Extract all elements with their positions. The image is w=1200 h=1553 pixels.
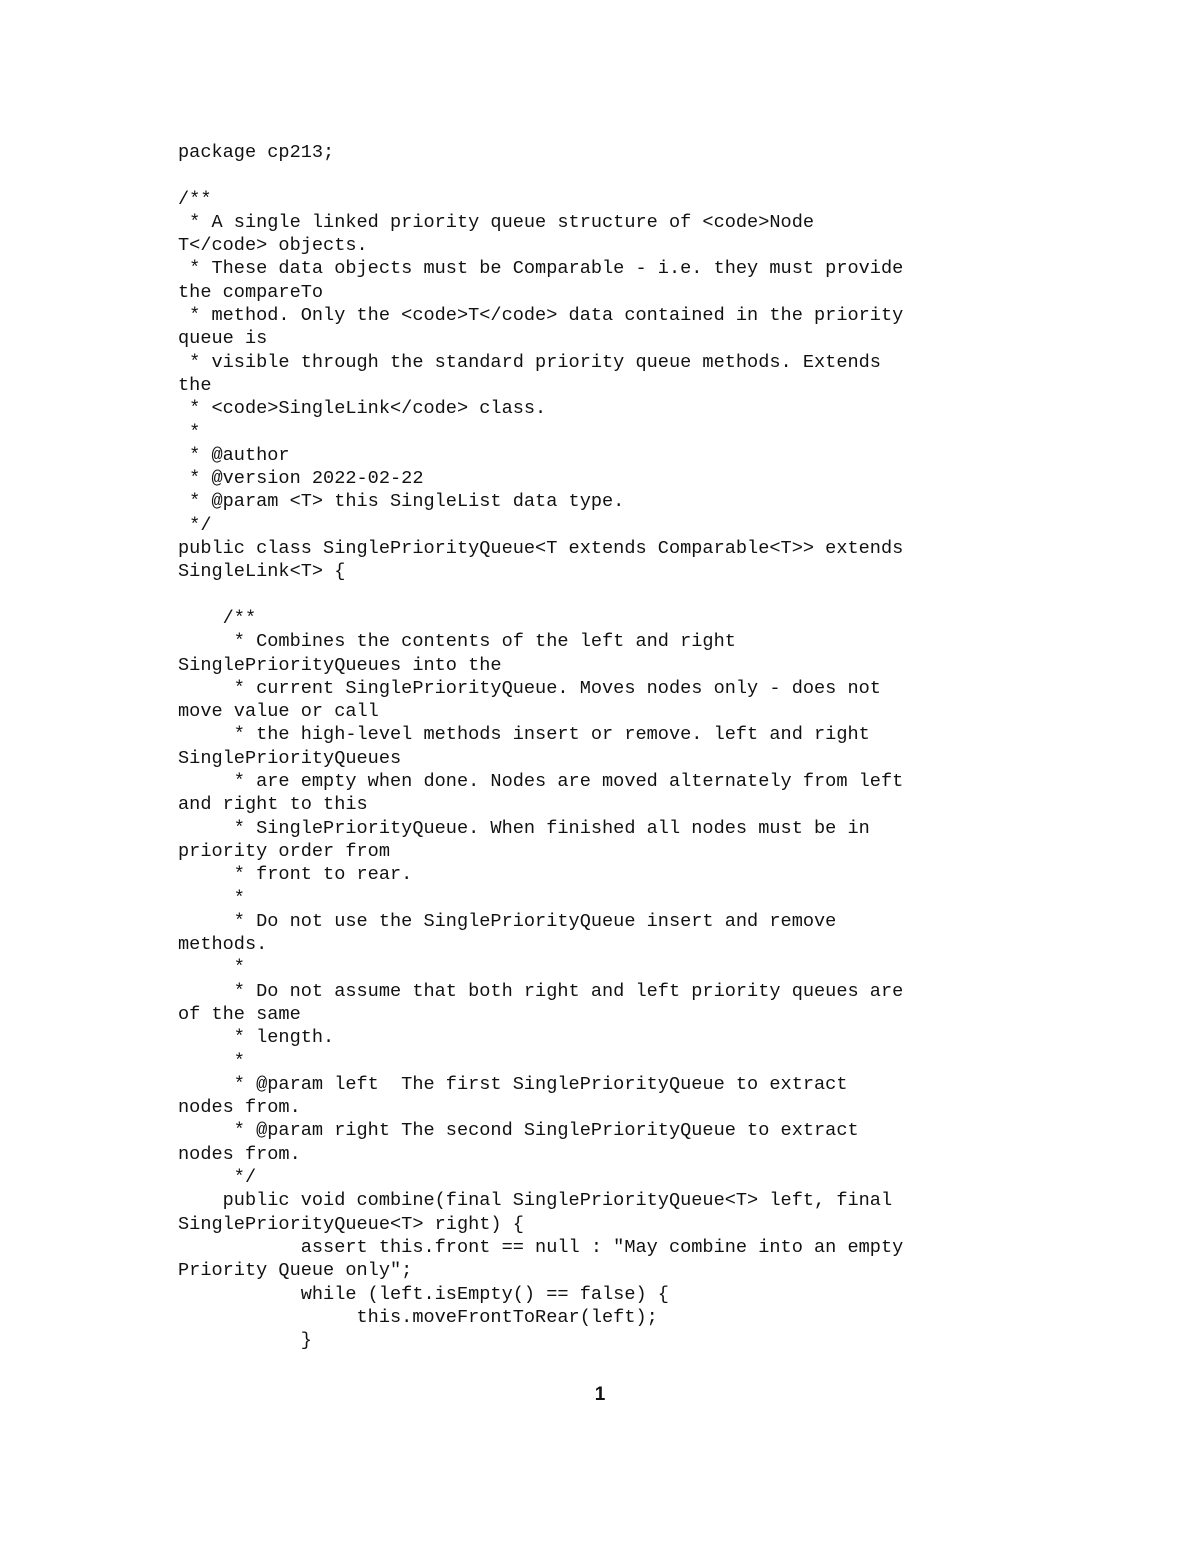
code-line: and right to this [178, 794, 368, 816]
code-line: * These data objects must be Comparable - i.e. they must provide [178, 258, 904, 280]
code-line: SinglePriorityQueues into the [178, 654, 502, 676]
code-line: * Do not use the SinglePriorityQueue insert and remove [178, 910, 837, 932]
code-line: the compareTo [178, 281, 324, 303]
code-line: * SinglePriorityQueue. When finished all nodes must be in [178, 817, 870, 839]
code-line: queue is [178, 328, 268, 350]
code-line: * are empty when done. Nodes are moved alternately from left [178, 771, 904, 793]
code-line: * length. [178, 1027, 335, 1049]
code-line: * @param left The first SinglePriorityQueue to extract [178, 1073, 848, 1095]
code-listing [178, 141, 1038, 1352]
code-line: * front to rear. [178, 864, 413, 886]
code-line: * @param <T> this SingleList data type. [178, 491, 625, 513]
code-line: * <code>SingleLink</code> class. [178, 398, 547, 420]
code-line: * method. Only the <code>T</code> data contained in the priority [178, 305, 904, 327]
code-line: /** [178, 607, 257, 629]
code-line [178, 584, 1038, 607]
code-line: * [178, 421, 201, 443]
code-line: this.moveFrontToRear(left); [178, 1306, 658, 1328]
code-line: SingleLink<T> { [178, 561, 346, 583]
code-line: nodes from. [178, 1097, 301, 1119]
code-line: public class SinglePriorityQueue<T extends Comparable<T>> extends [178, 538, 904, 560]
code-line: methods. [178, 934, 268, 956]
code-line: * Do not assume that both right and left priority queues are [178, 980, 904, 1002]
code-line: */ [178, 1167, 257, 1189]
code-line: the [178, 374, 212, 396]
code-line: * @param right The second SinglePriorityQueue to extract [178, 1120, 859, 1142]
code-line: nodes from. [178, 1143, 301, 1165]
code-line: * visible through the standard priority queue methods. Extends [178, 351, 881, 373]
code-line [178, 164, 1038, 187]
code-line: /** [178, 188, 212, 210]
code-line: * @author [178, 444, 290, 466]
code-line: T</code> objects. [178, 235, 368, 257]
code-line: */ [178, 514, 212, 536]
code-line: SinglePriorityQueues [178, 747, 402, 769]
code-line: of the same [178, 1003, 301, 1025]
code-line: } [178, 1330, 312, 1352]
code-line: assert this.front == null : "May combine into an empty [178, 1236, 904, 1258]
code-line: * @version 2022-02-22 [178, 468, 424, 490]
code-line: public void combine(final SinglePriorityQueue<T> left, final [178, 1190, 893, 1212]
code-line: while (left.isEmpty() == false) { [178, 1283, 669, 1305]
code-line: SinglePriorityQueue<T> right) { [178, 1213, 524, 1235]
code-line: move value or call [178, 701, 379, 723]
code-line: Priority Queue only"; [178, 1260, 413, 1282]
code-line: * [178, 1050, 245, 1072]
code-line: * current SinglePriorityQueue. Moves nodes only - does not [178, 677, 881, 699]
page-number: 1 [594, 1384, 606, 1405]
code-line: * A single linked priority queue structure of <code>Node [178, 211, 815, 233]
code-line: * [178, 887, 245, 909]
code-line: priority order from [178, 840, 391, 862]
code-line: * [178, 957, 245, 979]
code-line: package cp213; [178, 142, 335, 163]
code-line: * the high-level methods insert or remove. left and right [178, 724, 870, 746]
code-line: * Combines the contents of the left and right [178, 631, 736, 653]
